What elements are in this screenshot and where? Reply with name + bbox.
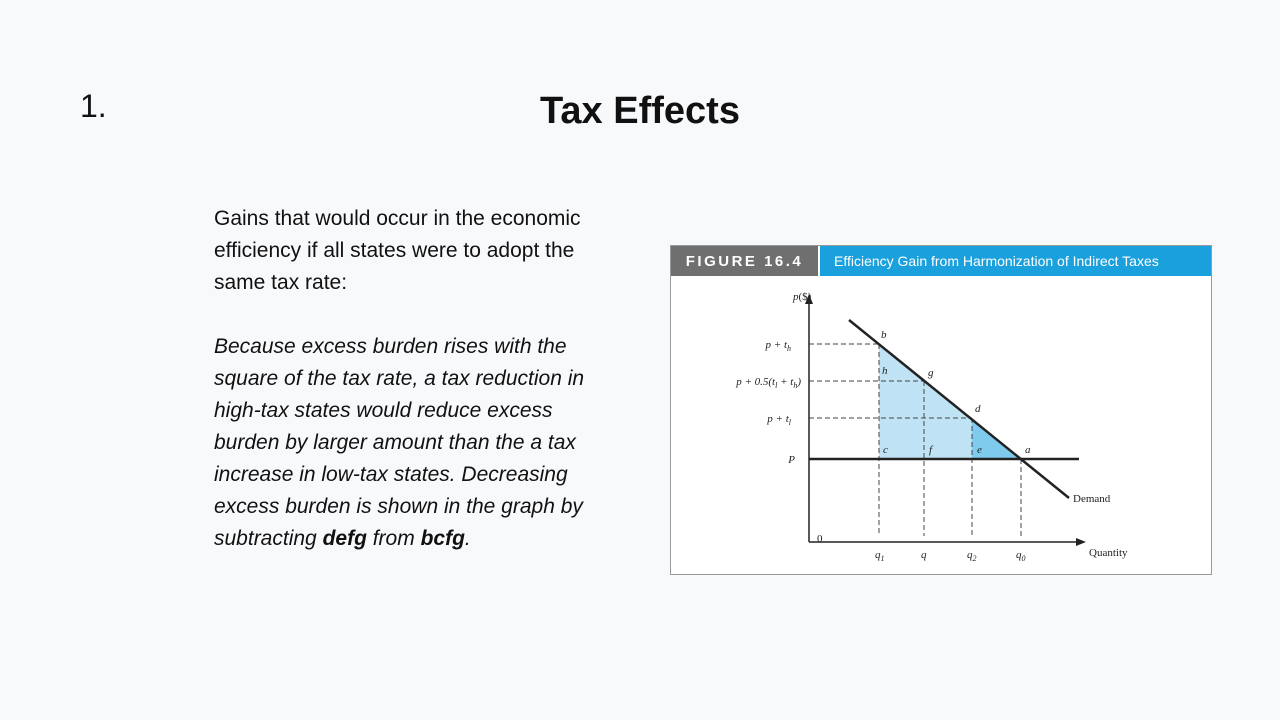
figure-label: FIGURE 16.4 (671, 246, 818, 276)
explanation-text (214, 203, 614, 555)
point-label-c: c (883, 444, 888, 456)
body-paragraph (214, 331, 614, 555)
demand-label: Demand (1073, 493, 1111, 505)
point-label-a: a (1025, 444, 1031, 456)
slide-number: 1. (80, 88, 107, 124)
label-p: P (788, 454, 795, 466)
point-label-e: e (977, 444, 982, 456)
figure-16-4 (670, 245, 1212, 575)
x-axis-arrow (1076, 538, 1086, 546)
y-axis-label: p($) (793, 291, 812, 303)
point-label-g: g (928, 367, 934, 379)
origin-label: 0 (817, 533, 823, 545)
label-q2: $q_2$ (967, 549, 977, 563)
figure-caption: Efficiency Gain from Harmonization of Indirect Taxes (820, 246, 1211, 276)
slide-title: Tax Effects (540, 90, 740, 132)
label-q1: $q_1$ (875, 549, 885, 563)
body-mid: from (366, 527, 421, 550)
label-q0: $q_0$ (1016, 549, 1026, 563)
bold-term-bcfg: bcfg (420, 527, 465, 550)
efficiency-diagram (671, 246, 1211, 574)
point-label-h: h (882, 365, 888, 377)
label-p-plus-tl: $p + t_l$ (767, 413, 791, 427)
point-label-d: d (975, 403, 981, 415)
x-axis-label: Quantity (1089, 547, 1128, 559)
body-pre: Because excess burden rises with the square of the tax rate, a tax reduction in high-tax states would reduce excess burden by larger amount than the a tax increase in low-tax states. Decreasing excess burden is shown in the graph by subtracting (214, 335, 585, 550)
bold-term-defg: defg (322, 527, 367, 550)
point-label-f: f (929, 444, 933, 456)
label-q: q (921, 549, 927, 561)
intro-paragraph: Gains that would occur in the economic efficiency if all states were to adopt the same tax rate: (214, 207, 581, 294)
label-p-plus-th: $p + t_h$ (765, 339, 791, 353)
body-end: . (464, 527, 471, 550)
label-p-mid: $p + 0.5(t_l + t_h)$ (736, 376, 801, 390)
point-label-b: b (881, 329, 887, 341)
